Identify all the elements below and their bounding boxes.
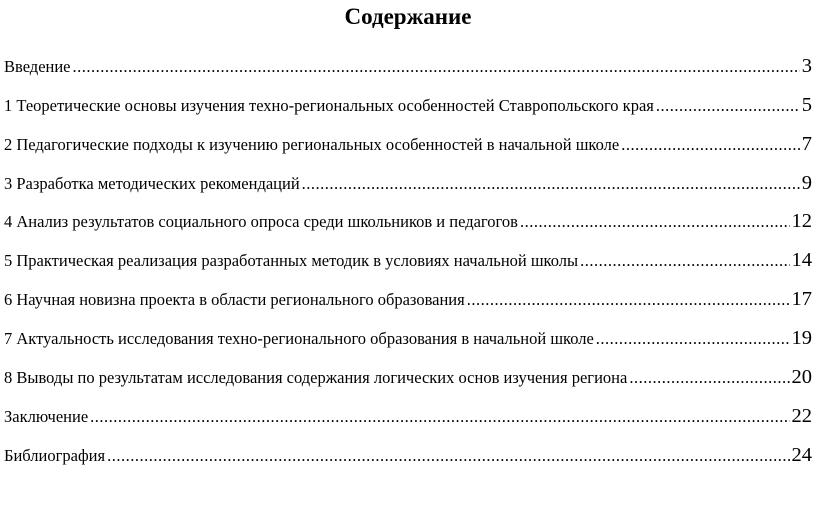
toc-entry-page: 3	[801, 54, 812, 77]
toc-entry-page: 19	[791, 327, 812, 350]
toc-entry-bibliography[interactable]	[4, 433, 812, 472]
toc-entry-number: 4	[4, 212, 13, 232]
toc-entry-4[interactable]	[4, 200, 812, 239]
dot-leader	[629, 368, 789, 388]
toc-entry-title: Научная новизна проекта в области регионального образования	[16, 290, 465, 310]
toc-entry-6[interactable]	[4, 277, 812, 316]
toc-entry-title: Заключение	[4, 406, 89, 426]
toc-entry-number: 1	[4, 95, 13, 115]
toc-entry-number: 5	[4, 251, 13, 271]
toc-entry-introduction[interactable]	[4, 44, 812, 83]
toc-entry-page: 5	[801, 93, 812, 116]
toc-entry-1[interactable]	[4, 83, 812, 122]
toc-entry-title: Актуальность исследования техно-регионального образования в начальной школе	[16, 329, 594, 349]
toc-entry-2[interactable]	[4, 122, 812, 161]
toc-entry-8[interactable]	[4, 355, 812, 394]
toc-entry-title: Практическая реализация разработанных методик в условиях начальной школы	[16, 251, 579, 271]
toc-entry-conclusion[interactable]	[4, 394, 812, 433]
dot-leader	[90, 407, 789, 427]
dot-leader	[520, 212, 790, 232]
toc-entry-page: 9	[801, 171, 812, 194]
dot-leader	[596, 329, 790, 349]
dot-leader	[580, 251, 789, 271]
toc-entry-number: 7	[4, 329, 13, 349]
toc-entry-page: 20	[791, 366, 812, 389]
page-title: Содержание	[344, 4, 472, 29]
dot-leader	[467, 290, 790, 310]
toc-entry-number: 8	[4, 368, 13, 388]
table-of-contents	[4, 44, 812, 472]
dot-leader	[73, 57, 800, 77]
toc-entry-page: 24	[791, 443, 812, 466]
toc-entry-title: Библиография	[4, 445, 106, 465]
toc-entry-5[interactable]	[4, 238, 812, 277]
toc-entry-page: 22	[791, 404, 812, 427]
dot-leader	[621, 135, 800, 155]
dot-leader	[107, 446, 789, 466]
toc-entry-title: Введение	[4, 56, 71, 76]
toc-entry-3[interactable]	[4, 161, 812, 200]
toc-entry-title: Разработка методических рекомендаций	[16, 173, 300, 193]
toc-entry-7[interactable]	[4, 316, 812, 355]
toc-entry-page: 17	[791, 288, 812, 311]
toc-entry-title: Анализ результатов социального опроса среди школьников и педагогов	[16, 212, 518, 232]
toc-entry-number: 6	[4, 290, 13, 310]
toc-entry-page: 7	[801, 132, 812, 155]
toc-entry-number: 2	[4, 134, 13, 154]
toc-entry-title: Педагогические подходы к изучению региональных особенностей в начальной школе	[16, 134, 620, 154]
toc-entry-page: 12	[791, 210, 812, 233]
toc-entry-title: Теоретические основы изучения техно-региональных особенностей Ставропольского края	[16, 95, 654, 115]
dot-leader	[302, 174, 800, 194]
toc-entry-page: 14	[791, 249, 812, 272]
dot-leader	[656, 96, 800, 116]
toc-entry-number: 3	[4, 173, 13, 193]
toc-entry-title: Выводы по результатам исследования содержания логических основ изучения региона	[16, 368, 628, 388]
